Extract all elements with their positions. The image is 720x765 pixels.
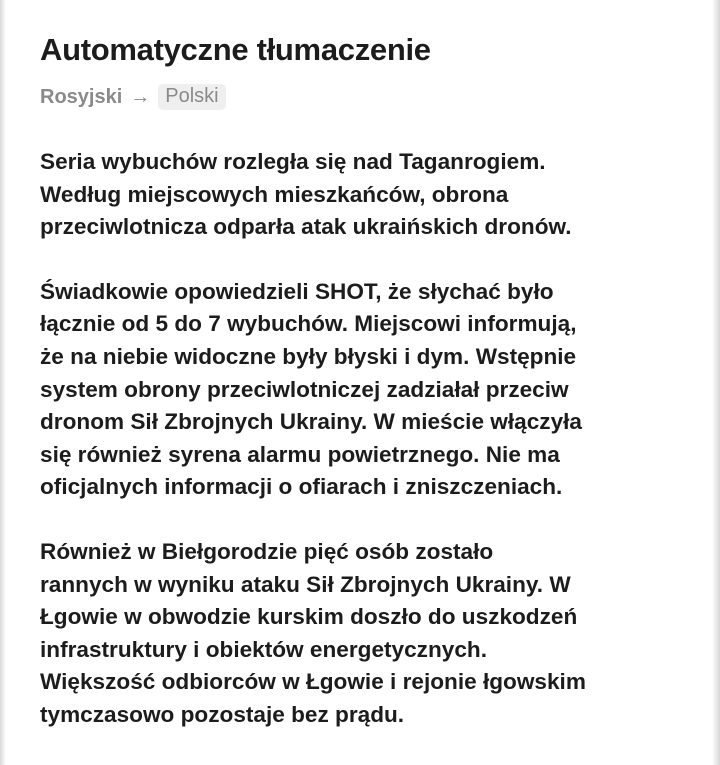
source-language[interactable]: Rosyjski [40,85,123,108]
language-pair [40,82,680,112]
text-line: tymczasowo pozostaje bez prądu. [40,701,405,727]
text-line: oficjalnych informacji o ofiarach i zniszczeniach. [40,474,563,500]
text-line: Według miejscowych mieszkańców, obrona [40,181,509,207]
text-line: Łgowie w obwodzie kurskim doszło do uszkodzeń [40,604,578,630]
text-line: łącznie od 5 do 7 wybuchów. Miejscowi informują, [40,311,577,337]
text-line: infrastruktury i obiektów energetycznych. [40,636,487,662]
text-line: dronom Sił Zbrojnych Ukrainy. W mieście włączyła [40,409,582,435]
text-line: Również w Biełgorodzie pięć osób zostało [40,538,494,564]
panel-left-edge [0,0,6,765]
text-line: że na niebie widoczne były błyski i dym. Wstępnie [40,343,577,369]
arrow-right-icon: → [130,85,151,108]
translated-text [40,146,680,732]
panel-right-edge [712,0,720,765]
target-language[interactable]: Polski [158,84,225,110]
paragraph-3 [40,536,680,732]
text-line: rannych w wyniku ataku Sił Zbrojnych Ukrainy. W [40,571,571,597]
page-title: Automatyczne tłumaczenie [40,32,431,67]
text-line: system obrony przeciwlotniczej zadziałał przeciw [40,376,569,402]
text-line: Seria wybuchów rozległa się nad Taganrogiem. [40,149,546,174]
text-line: Świadkowie opowiedzieli SHOT, że słychać było [40,278,554,304]
text-line: przeciwlotnicza odparła atak ukraińskich dronów. [40,214,572,240]
text-line: Większość odbiorców w Łgowie i rejonie łgowskim [40,669,586,695]
paragraph-1 [40,146,680,244]
paragraph-2 [40,276,680,504]
text-line: się również syrena alarmu powietrznego. Nie ma [40,441,560,467]
